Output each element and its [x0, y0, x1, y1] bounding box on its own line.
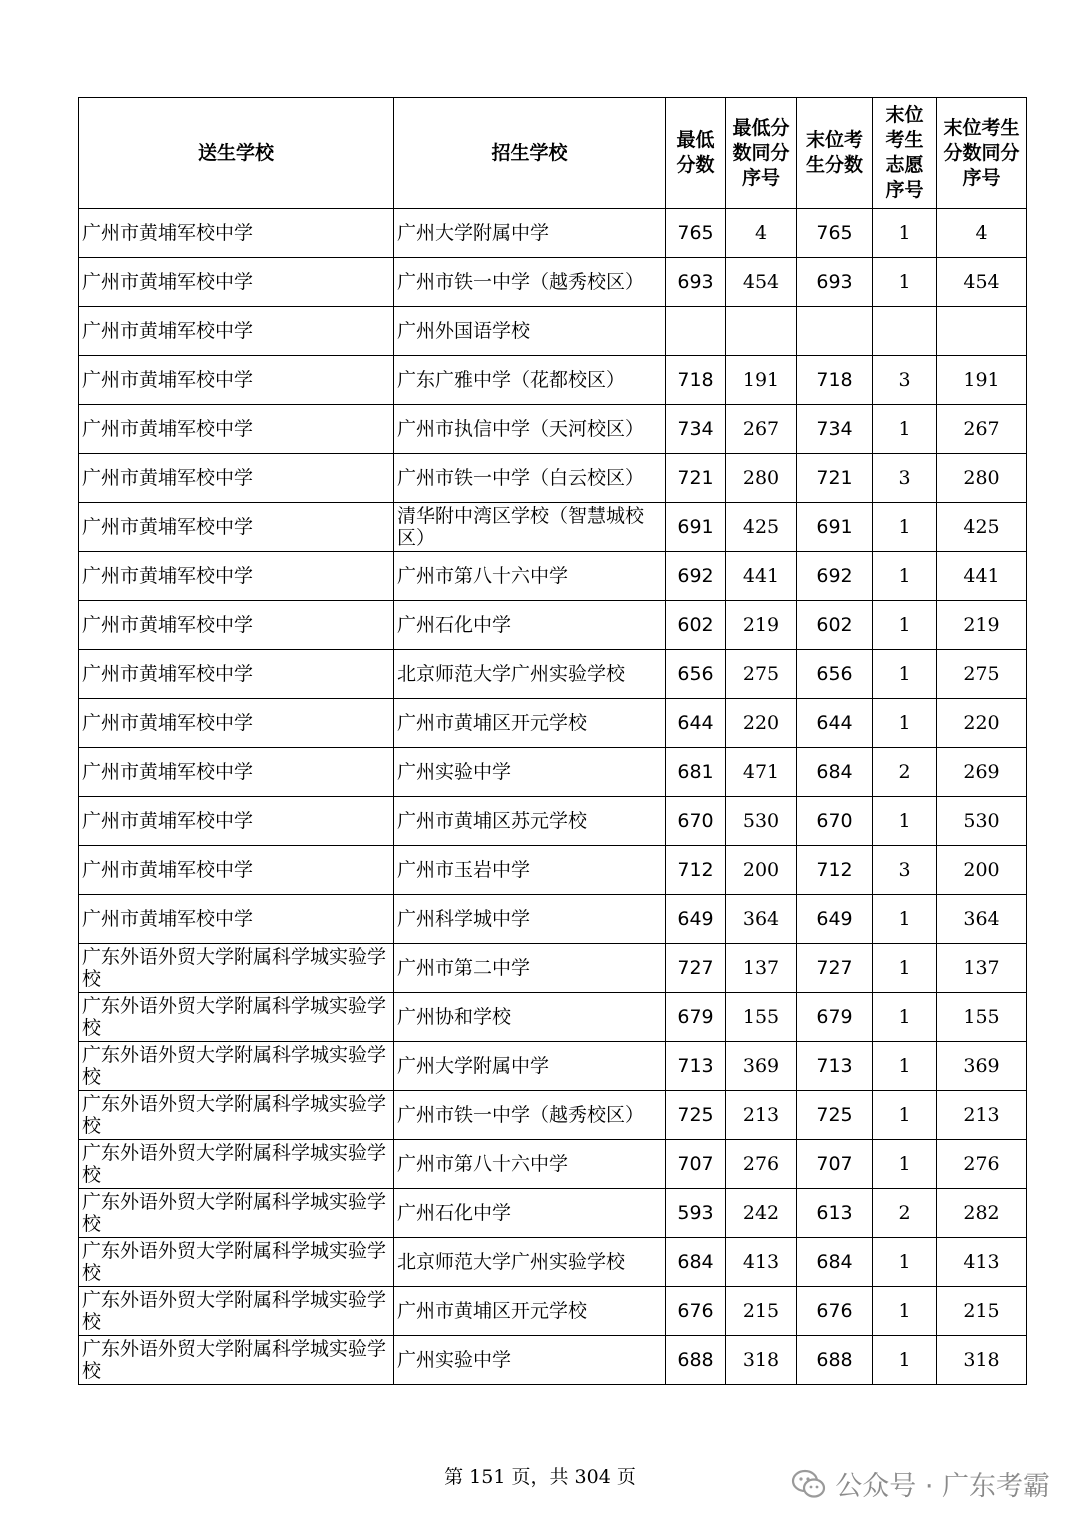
- cell-min-score: 649: [666, 895, 726, 944]
- cell-last-choice-order: 1: [873, 650, 937, 699]
- cell-min-score: 727: [666, 944, 726, 993]
- header-sending-school: 送生学校: [79, 98, 394, 209]
- cell-admitting-school: 广州石化中学: [394, 1189, 666, 1238]
- cell-last-score-rank: 454: [937, 258, 1027, 307]
- cell-last-score-rank: 530: [937, 797, 1027, 846]
- table-row: [79, 944, 1027, 993]
- cell-admitting-school: 广东广雅中学（花都校区）: [394, 356, 666, 405]
- table-row: [79, 1336, 1027, 1385]
- cell-admitting-school: 广州石化中学: [394, 601, 666, 650]
- watermark: [791, 1464, 1050, 1503]
- cell-last-choice-order: 1: [873, 993, 937, 1042]
- cell-min-score: 734: [666, 405, 726, 454]
- cell-last-score: 713: [797, 1042, 873, 1091]
- table-row: [79, 895, 1027, 944]
- cell-admitting-school: 广州外国语学校: [394, 307, 666, 356]
- cell-sending-school: 广州市黄埔军校中学: [79, 503, 394, 552]
- cell-last-score: [797, 307, 873, 356]
- cell-admitting-school: 清华附中湾区学校（智慧城校区）: [394, 503, 666, 552]
- cell-last-score: 684: [797, 1238, 873, 1287]
- wechat-icon: [791, 1469, 827, 1499]
- cell-last-score-rank: 276: [937, 1140, 1027, 1189]
- cell-last-score: 765: [797, 209, 873, 258]
- table-row: [79, 1287, 1027, 1336]
- cell-admitting-school: 广州大学附属中学: [394, 209, 666, 258]
- cell-min-score-rank: 276: [726, 1140, 797, 1189]
- cell-sending-school: 广东外语外贸大学附属科学城实验学校: [79, 1042, 394, 1091]
- cell-admitting-school: 广州市黄埔区苏元学校: [394, 797, 666, 846]
- cell-admitting-school: 广州市第二中学: [394, 944, 666, 993]
- table-row: [79, 846, 1027, 895]
- cell-min-score-rank: 425: [726, 503, 797, 552]
- cell-min-score-rank: 530: [726, 797, 797, 846]
- cell-min-score-rank: 267: [726, 405, 797, 454]
- cell-last-score-rank: 282: [937, 1189, 1027, 1238]
- cell-last-score: 613: [797, 1189, 873, 1238]
- cell-min-score: [666, 307, 726, 356]
- cell-min-score: 681: [666, 748, 726, 797]
- cell-last-score-rank: 280: [937, 454, 1027, 503]
- cell-last-score: 718: [797, 356, 873, 405]
- cell-min-score-rank: 137: [726, 944, 797, 993]
- cell-last-score: 734: [797, 405, 873, 454]
- cell-last-choice-order: 1: [873, 1238, 937, 1287]
- cell-min-score: 679: [666, 993, 726, 1042]
- cell-min-score: 684: [666, 1238, 726, 1287]
- cell-min-score-rank: 280: [726, 454, 797, 503]
- table-row: [79, 993, 1027, 1042]
- cell-last-score-rank: 318: [937, 1336, 1027, 1385]
- cell-last-score-rank: 155: [937, 993, 1027, 1042]
- table-row: [79, 601, 1027, 650]
- cell-min-score: 707: [666, 1140, 726, 1189]
- cell-admitting-school: 北京师范大学广州实验学校: [394, 1238, 666, 1287]
- cell-min-score-rank: 242: [726, 1189, 797, 1238]
- cell-last-choice-order: 1: [873, 1042, 937, 1091]
- cell-last-score: 644: [797, 699, 873, 748]
- cell-admitting-school: 广州市第八十六中学: [394, 552, 666, 601]
- cell-min-score-rank: 200: [726, 846, 797, 895]
- cell-sending-school: 广州市黄埔军校中学: [79, 258, 394, 307]
- cell-last-score-rank: 364: [937, 895, 1027, 944]
- cell-last-choice-order: 1: [873, 895, 937, 944]
- cell-last-score-rank: 137: [937, 944, 1027, 993]
- table-row: [79, 699, 1027, 748]
- table-row: [79, 748, 1027, 797]
- cell-min-score-rank: 215: [726, 1287, 797, 1336]
- cell-sending-school: 广州市黄埔军校中学: [79, 797, 394, 846]
- cell-min-score-rank: 369: [726, 1042, 797, 1091]
- cell-min-score: 692: [666, 552, 726, 601]
- cell-min-score: 670: [666, 797, 726, 846]
- cell-last-score: 602: [797, 601, 873, 650]
- cell-last-score-rank: 267: [937, 405, 1027, 454]
- header-last-score: 末位考 生分数: [797, 98, 873, 209]
- cell-min-score: 688: [666, 1336, 726, 1385]
- cell-sending-school: 广东外语外贸大学附属科学城实验学校: [79, 1091, 394, 1140]
- table-row: [79, 307, 1027, 356]
- cell-last-choice-order: 1: [873, 1091, 937, 1140]
- table-row: [79, 356, 1027, 405]
- cell-last-choice-order: 3: [873, 454, 937, 503]
- cell-min-score-rank: 364: [726, 895, 797, 944]
- cell-min-score-rank: 4: [726, 209, 797, 258]
- cell-last-score-rank: 269: [937, 748, 1027, 797]
- cell-sending-school: 广州市黄埔军校中学: [79, 846, 394, 895]
- cell-min-score: 644: [666, 699, 726, 748]
- cell-last-choice-order: 1: [873, 1336, 937, 1385]
- cell-last-score: 684: [797, 748, 873, 797]
- cell-last-score: 707: [797, 1140, 873, 1189]
- table-row: [79, 552, 1027, 601]
- table-row: [79, 405, 1027, 454]
- cell-min-score: 691: [666, 503, 726, 552]
- cell-sending-school: 广州市黄埔军校中学: [79, 454, 394, 503]
- cell-admitting-school: 广州实验中学: [394, 1336, 666, 1385]
- cell-last-choice-order: 1: [873, 209, 937, 258]
- cell-sending-school: 广州市黄埔军校中学: [79, 356, 394, 405]
- cell-min-score: 693: [666, 258, 726, 307]
- cell-last-choice-order: 1: [873, 944, 937, 993]
- table-row: [79, 503, 1027, 552]
- cell-min-score: 602: [666, 601, 726, 650]
- cell-admitting-school: 北京师范大学广州实验学校: [394, 650, 666, 699]
- table-body: [79, 209, 1027, 1385]
- cell-min-score: 713: [666, 1042, 726, 1091]
- cell-min-score-rank: 318: [726, 1336, 797, 1385]
- cell-last-score-rank: [937, 307, 1027, 356]
- cell-last-choice-order: 1: [873, 699, 937, 748]
- cell-admitting-school: 广州协和学校: [394, 993, 666, 1042]
- cell-min-score-rank: 213: [726, 1091, 797, 1140]
- cell-last-choice-order: 3: [873, 356, 937, 405]
- cell-min-score: 765: [666, 209, 726, 258]
- cell-sending-school: 广东外语外贸大学附属科学城实验学校: [79, 1287, 394, 1336]
- table-row: [79, 209, 1027, 258]
- cell-last-score-rank: 200: [937, 846, 1027, 895]
- table-row: [79, 1189, 1027, 1238]
- cell-last-score: 721: [797, 454, 873, 503]
- table-row: [79, 1140, 1027, 1189]
- cell-last-choice-order: 1: [873, 1140, 937, 1189]
- cell-last-score: 688: [797, 1336, 873, 1385]
- cell-admitting-school: 广州市执信中学（天河校区）: [394, 405, 666, 454]
- cell-sending-school: 广州市黄埔军校中学: [79, 699, 394, 748]
- cell-admitting-school: 广州科学城中学: [394, 895, 666, 944]
- cell-last-choice-order: 1: [873, 405, 937, 454]
- cell-last-choice-order: 1: [873, 797, 937, 846]
- cell-sending-school: 广州市黄埔军校中学: [79, 650, 394, 699]
- table-row: [79, 650, 1027, 699]
- cell-min-score: 656: [666, 650, 726, 699]
- table-row: [79, 258, 1027, 307]
- cell-last-score: 693: [797, 258, 873, 307]
- cell-min-score-rank: 191: [726, 356, 797, 405]
- header-last-score-rank: 末位考生 分数同分 序号: [937, 98, 1027, 209]
- cell-last-choice-order: 1: [873, 258, 937, 307]
- cell-last-score-rank: 191: [937, 356, 1027, 405]
- cell-last-score-rank: 413: [937, 1238, 1027, 1287]
- cell-min-score: 676: [666, 1287, 726, 1336]
- cell-min-score-rank: 219: [726, 601, 797, 650]
- table-row: [79, 1238, 1027, 1287]
- cell-sending-school: 广东外语外贸大学附属科学城实验学校: [79, 993, 394, 1042]
- cell-last-score-rank: 4: [937, 209, 1027, 258]
- cell-sending-school: 广州市黄埔军校中学: [79, 307, 394, 356]
- cell-sending-school: 广东外语外贸大学附属科学城实验学校: [79, 1189, 394, 1238]
- cell-sending-school: 广州市黄埔军校中学: [79, 895, 394, 944]
- cell-last-score-rank: 213: [937, 1091, 1027, 1140]
- cell-last-score: 649: [797, 895, 873, 944]
- table-row: [79, 1091, 1027, 1140]
- cell-sending-school: 广东外语外贸大学附属科学城实验学校: [79, 1336, 394, 1385]
- cell-sending-school: 广州市黄埔军校中学: [79, 601, 394, 650]
- cell-admitting-school: 广州市黄埔区开元学校: [394, 1287, 666, 1336]
- cell-sending-school: 广州市黄埔军校中学: [79, 552, 394, 601]
- cell-sending-school: 广州市黄埔军校中学: [79, 405, 394, 454]
- cell-sending-school: 广东外语外贸大学附属科学城实验学校: [79, 1238, 394, 1287]
- cell-last-score: 656: [797, 650, 873, 699]
- cell-admitting-school: 广州市铁一中学（越秀校区）: [394, 1091, 666, 1140]
- table-row: [79, 1042, 1027, 1091]
- cell-last-score: 727: [797, 944, 873, 993]
- cell-last-score-rank: 215: [937, 1287, 1027, 1336]
- cell-sending-school: 广东外语外贸大学附属科学城实验学校: [79, 1140, 394, 1189]
- header-row: [79, 98, 1027, 209]
- cell-last-score: 679: [797, 993, 873, 1042]
- table-row: [79, 454, 1027, 503]
- cell-admitting-school: 广州市黄埔区开元学校: [394, 699, 666, 748]
- cell-min-score: 721: [666, 454, 726, 503]
- cell-last-choice-order: 2: [873, 1189, 937, 1238]
- header-min-score: 最低 分数: [666, 98, 726, 209]
- header-min-score-rank: 最低分 数同分 序号: [726, 98, 797, 209]
- cell-last-choice-order: 1: [873, 503, 937, 552]
- cell-last-score: 676: [797, 1287, 873, 1336]
- header-last-choice-order: 末位 考生 志愿 序号: [873, 98, 937, 209]
- watermark-text: 公众号 · 广东考霸: [835, 1471, 1050, 1502]
- cell-admitting-school: 广州大学附属中学: [394, 1042, 666, 1091]
- cell-min-score: 712: [666, 846, 726, 895]
- cell-min-score-rank: 454: [726, 258, 797, 307]
- cell-last-choice-order: 1: [873, 601, 937, 650]
- header-admitting-school: 招生学校: [394, 98, 666, 209]
- page-number: 第 151 页，共 304 页: [444, 1466, 636, 1488]
- cell-min-score-rank: [726, 307, 797, 356]
- cell-admitting-school: 广州市铁一中学（白云校区）: [394, 454, 666, 503]
- cell-sending-school: 广州市黄埔军校中学: [79, 748, 394, 797]
- cell-sending-school: 广州市黄埔军校中学: [79, 209, 394, 258]
- cell-min-score-rank: 155: [726, 993, 797, 1042]
- cell-last-choice-order: 3: [873, 846, 937, 895]
- cell-last-score: 692: [797, 552, 873, 601]
- cell-sending-school: 广东外语外贸大学附属科学城实验学校: [79, 944, 394, 993]
- admission-score-table: [78, 97, 1027, 1385]
- cell-min-score: 593: [666, 1189, 726, 1238]
- cell-last-score: 712: [797, 846, 873, 895]
- cell-min-score-rank: 441: [726, 552, 797, 601]
- cell-last-choice-order: 1: [873, 1287, 937, 1336]
- cell-last-choice-order: 1: [873, 552, 937, 601]
- cell-admitting-school: 广州市铁一中学（越秀校区）: [394, 258, 666, 307]
- cell-last-choice-order: [873, 307, 937, 356]
- cell-min-score: 725: [666, 1091, 726, 1140]
- cell-min-score-rank: 413: [726, 1238, 797, 1287]
- cell-admitting-school: 广州实验中学: [394, 748, 666, 797]
- cell-admitting-school: 广州市玉岩中学: [394, 846, 666, 895]
- cell-last-score: 691: [797, 503, 873, 552]
- cell-last-score-rank: 275: [937, 650, 1027, 699]
- cell-last-score: 670: [797, 797, 873, 846]
- cell-min-score-rank: 471: [726, 748, 797, 797]
- cell-min-score-rank: 220: [726, 699, 797, 748]
- cell-last-choice-order: 2: [873, 748, 937, 797]
- cell-last-score-rank: 425: [937, 503, 1027, 552]
- table-row: [79, 797, 1027, 846]
- cell-last-score-rank: 369: [937, 1042, 1027, 1091]
- cell-last-score-rank: 219: [937, 601, 1027, 650]
- cell-last-score: 725: [797, 1091, 873, 1140]
- cell-admitting-school: 广州市第八十六中学: [394, 1140, 666, 1189]
- cell-min-score: 718: [666, 356, 726, 405]
- cell-last-score-rank: 441: [937, 552, 1027, 601]
- cell-last-score-rank: 220: [937, 699, 1027, 748]
- cell-min-score-rank: 275: [726, 650, 797, 699]
